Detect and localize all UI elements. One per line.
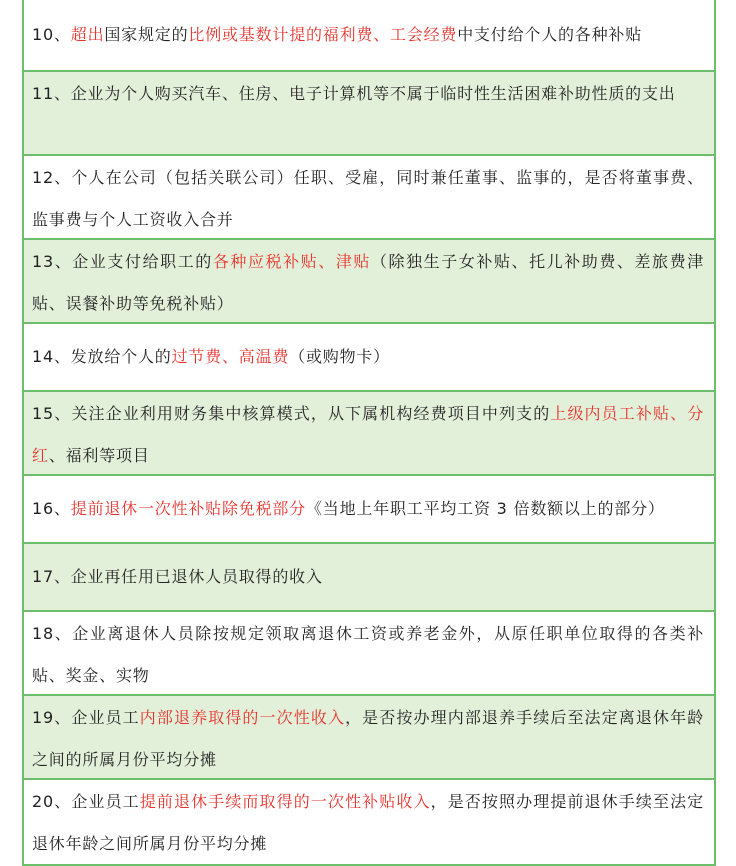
row-text xyxy=(32,697,704,781)
highlight-text: 内部退养取得的一次性收入 xyxy=(139,708,346,727)
row-text-segment: 国家规定的 xyxy=(104,25,189,44)
row-text xyxy=(32,241,704,325)
table-row xyxy=(24,476,714,544)
row-text xyxy=(32,393,704,477)
row-text-segment: 17、企业再任用已退休人员取得的收入 xyxy=(32,567,323,586)
row-text xyxy=(32,566,323,588)
table-row xyxy=(24,324,714,392)
row-text xyxy=(32,498,665,520)
highlight-text: 比例或基数计提的福利费、工会经费 xyxy=(188,25,458,44)
table-row xyxy=(24,696,714,780)
row-text-segment: 13、企业支付给职工的 xyxy=(32,252,213,271)
table-row xyxy=(24,156,714,240)
row-text-segment: 15、关注企业利用财务集中核算模式，从下属机构经费项目中列支的 xyxy=(32,404,551,423)
row-text-segment: 20、企业员工 xyxy=(32,792,140,811)
row-text-segment: 、福利等项目 xyxy=(48,446,150,465)
table-row xyxy=(24,612,714,696)
row-text-segment: （或购物卡） xyxy=(289,347,390,366)
row-text-segment: 11、企业为个人购买汽车、住房、电子计算机等不属于临时性生活困难补助性质的支出 xyxy=(32,84,676,103)
row-text xyxy=(32,24,642,46)
table-row xyxy=(24,780,714,866)
highlight-text: 上级内员工补贴、分红 xyxy=(32,404,704,465)
table-row xyxy=(24,0,714,72)
table-row xyxy=(24,544,714,612)
row-text xyxy=(32,346,390,368)
row-text-segment: ，是否按办理内部退养手续后至法定离退休年龄之间的所属月份平均分摊 xyxy=(32,708,704,769)
row-text xyxy=(32,781,704,865)
highlight-text: 各种应税补贴、津贴 xyxy=(212,252,371,271)
row-text-segment: ，是否按照办理提前退休手续至法定退休年龄之间所属月份平均分摊 xyxy=(32,792,704,853)
row-text-segment: 中支付给个人的各种补贴 xyxy=(457,25,643,44)
row-text-segment: （除独生子女补贴、托儿补助费、差旅费津贴、误餐补助等免税补贴） xyxy=(32,252,704,313)
row-text xyxy=(32,73,704,115)
row-text-segment: 16、 xyxy=(32,499,71,518)
row-text xyxy=(32,613,704,697)
row-text-segment: 《当地上年职工平均工资 3 倍数额以上的部分） xyxy=(305,499,665,518)
row-text-segment: 10、 xyxy=(32,25,71,44)
table-row xyxy=(24,240,714,324)
highlight-text: 提前退休手续而取得的一次性补贴收入 xyxy=(139,792,431,811)
highlight-text: 提前退休一次性补贴除免税部分 xyxy=(70,499,306,518)
highlight-text: 过节费、高温费 xyxy=(171,347,290,366)
row-text-segment: 14、发放给个人的 xyxy=(32,347,172,366)
items-table xyxy=(22,0,716,866)
row-text xyxy=(32,157,704,241)
row-text-segment: 12、个人在公司（包括关联公司）任职、受雇，同时兼任董事、监事的，是否将董事费、监事费与个人工资收入合并 xyxy=(32,168,704,229)
row-text-segment: 19、企业员工 xyxy=(32,708,140,727)
row-text-segment: 18、企业离退休人员除按规定领取离退休工资或养老金外，从原任职单位取得的各类补贴、奖金、实物 xyxy=(32,624,704,685)
table-row xyxy=(24,72,714,156)
table-row xyxy=(24,392,714,476)
highlight-text: 超出 xyxy=(70,25,105,44)
